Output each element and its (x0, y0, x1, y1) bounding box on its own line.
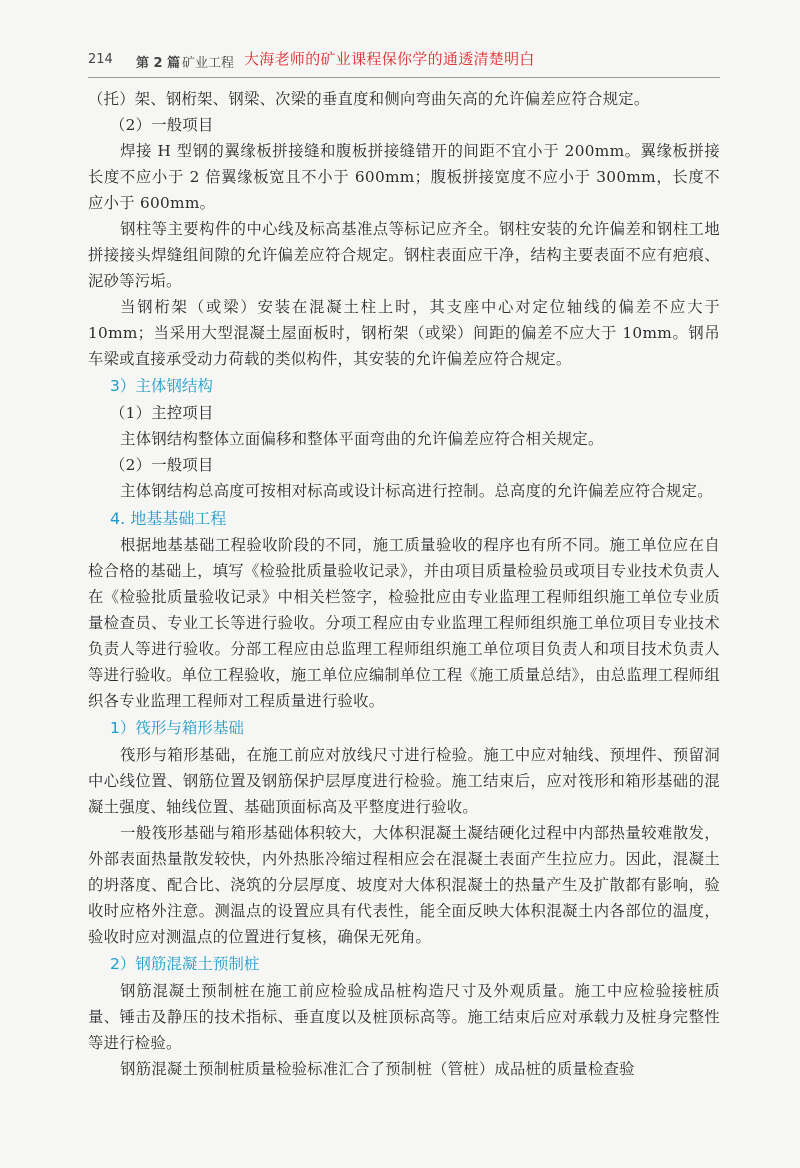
paragraph: 根据地基基础工程验收阶段的不同，施工质量验收的程序也有所不同。施工单位应在自检合格的基础上，填写《检验批质量验收记录》，并由项目质量检验员或项目专业技术负责人在《检验批质量验收记录》中相关栏签字，检验批应由专业监理工程师组织施工单位专业质量检查员、专业工长等进行验收。分项工程应由专业监理工程师组织施工单位项目专业技术负责人等进行验收。分部工程应由总监理工程师组织施工单位项目负责人和项目技术负责人等进行验收。单位工程验收，施工单位应编制单位工程《施工质量总结》，由总监理工程师组织各专业监理工程师对工程质量进行验收。 (88, 536, 720, 710)
paragraph: 钢柱等主要构件的中心线及标高基准点等标记应齐全。钢柱安装的允许偏差和钢柱工地拼接接头焊缝组间隙的允许偏差应符合规定。钢柱表面应干净，结构主要表面不应有疤痕、泥砂等污垢。 (88, 220, 720, 290)
paragraph: 钢筋混凝土预制桩在施工前应检验成品桩构造尺寸及外观质量。施工中应检验接桩质量、锤击及静压的技术指标、垂直度以及桩顶标高等。施工结束后应对承载力及桩身完整性等进行检验。 (88, 982, 720, 1052)
section-heading: 3）主体钢结构 (110, 377, 213, 395)
section-heading: 2）钢筋混凝土预制桩 (110, 955, 260, 973)
subitem-label: （2）一般项目 (110, 116, 214, 134)
paragraph: （托）架、钢桁架、钢梁、次梁的垂直度和侧向弯曲矢高的允许偏差应符合规定。 (88, 90, 650, 108)
header-divider (88, 77, 720, 78)
paragraph: 当钢桁架（或梁）安装在混凝土柱上时，其支座中心对定位轴线的偏差不应大于 10mm；当采用大型混凝土屋面板时，钢桁架（或梁）间距的偏差不应大于 10mm。钢吊车梁或直接承受动力荷载的类似构件，其安装的允许偏差应符合规定。 (88, 298, 720, 368)
chapter-heading: 4. 地基基础工程 (110, 509, 227, 528)
paragraph: 钢筋混凝土预制桩质量检验标准汇合了预制桩（管桩）成品桩的质量检查验 (120, 1060, 635, 1078)
part-label: 第 2 篇 (136, 56, 181, 71)
paragraph: 一般筏形基础与箱形基础体积较大，大体积混凝土凝结硬化过程中内部热量较难散发，外部表面热量散发较快，内外热胀冷缩过程相应会在混凝土表面产生拉应力。因此，混凝土的坍落度、配合比、浇筑的分层厚度、坡度对大体积混凝土的热量产生及扩散都有影响，验收时应格外注意。测温点的设置应具有代表性，能全面反映大体积混凝土内各部位的温度，验收时应对测温点的位置进行复核，确保无死角。 (88, 824, 720, 946)
section-heading: 1）筏形与箱形基础 (110, 719, 244, 737)
paragraph: 筏形与箱形基础，在施工前应对放线尺寸进行检验。施工中应对轴线、预埋件、预留洞中心线位置、钢筋位置及钢筋保护层厚度进行检验。施工结束后，应对筏形和箱形基础的混凝土强度、轴线位置、基础顶面标高及平整度进行验收。 (88, 746, 720, 816)
subitem-label: （2）一般项目 (110, 456, 214, 474)
paragraph: 主体钢结构总高度可按相对标高或设计标高进行控制。总高度的允许偏差应符合规定。 (120, 482, 713, 500)
page-header (88, 48, 720, 72)
section-label: 矿业工程 (182, 56, 235, 71)
page-number: 214 (88, 52, 113, 67)
paragraph: 焊接 H 型钢的翼缘板拼接缝和腹板拼接缝错开的间距不宜小于 200mm。翼缘板拼接长度不应小于 2 倍翼缘板宽且不小于 600mm；腹板拼接宽度不应小于 300mm，长度不应小于 600mm。 (88, 142, 720, 212)
subitem-label: （1）主控项目 (110, 404, 214, 422)
paragraph: 主体钢结构整体立面偏移和整体平面弯曲的允许偏差应符合相关规定。 (120, 430, 604, 448)
watermark-text: 大海老师的矿业课程保你学的通透清楚明白 (244, 50, 535, 68)
page-body (88, 86, 720, 1082)
